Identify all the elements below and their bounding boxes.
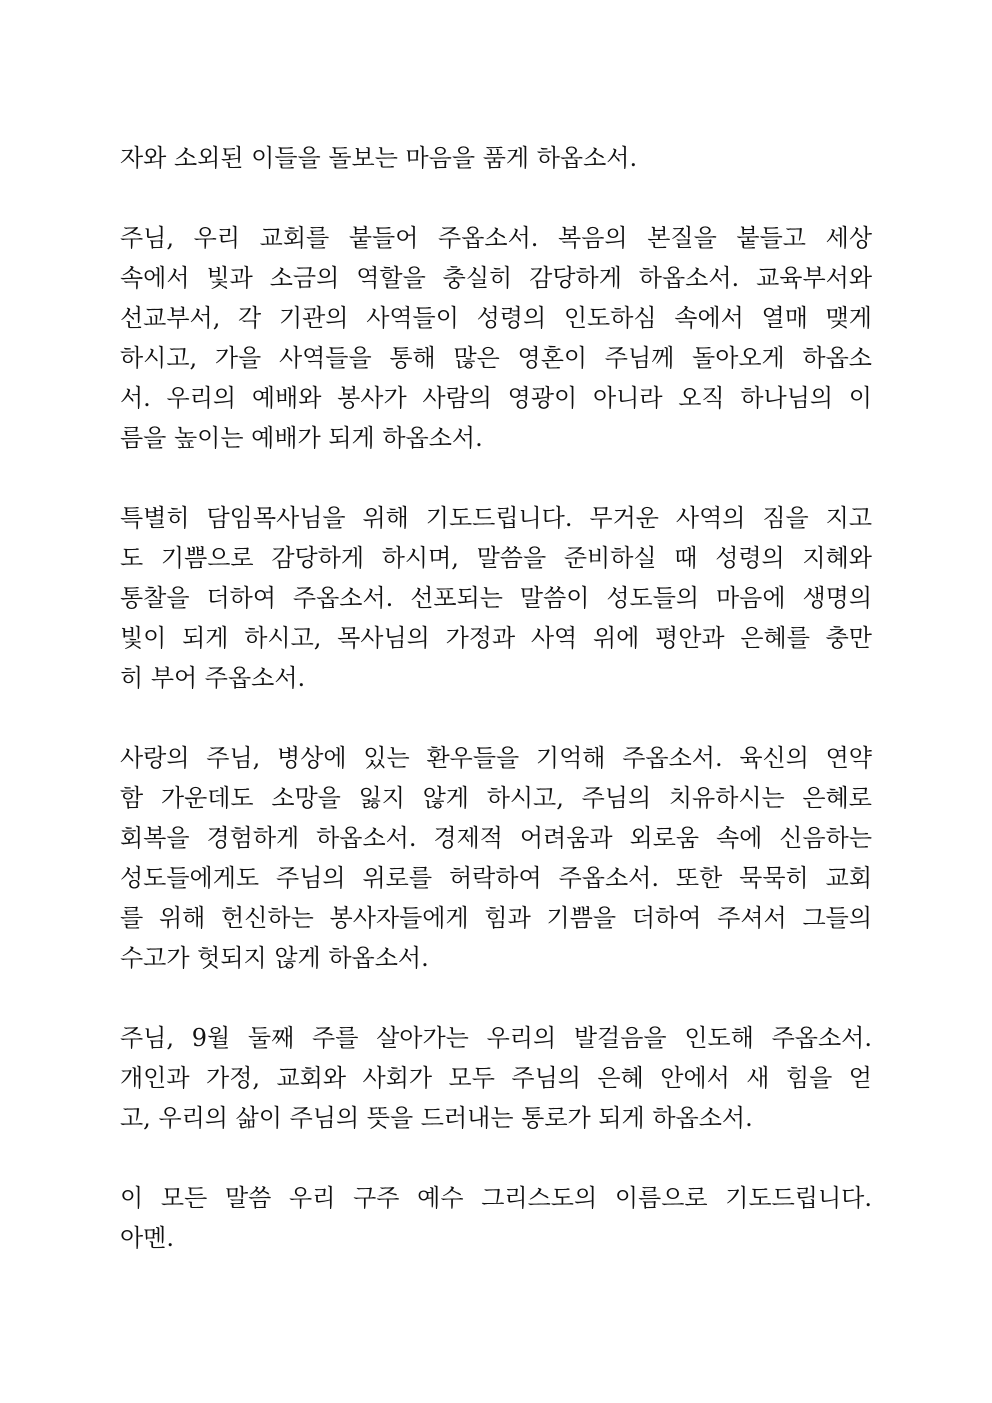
paragraph-line: 속에서 빛과 소금의 역할을 충실히 감당하게 하옵소서. 교육부서와 [120,264,872,292]
paragraph-line: 빛이 되게 하시고, 목사님의 가정과 사역 위에 평안과 은혜를 충만 [120,624,872,652]
paragraph-line: 함 가운데도 소망을 잃지 않게 하시고, 주님의 치유하시는 은혜로 [120,784,872,812]
paragraph-line: 고, 우리의 삶이 주님의 뜻을 드러내는 통로가 되게 하옵소서. [120,1104,753,1132]
paragraph-6 [120,1178,872,1258]
paragraph-line: 를 위해 헌신하는 봉사자들에게 힘과 기쁨을 더하여 주셔서 그들의 [120,904,872,932]
paragraph-line: 주님, 9월 둘째 주를 살아가는 우리의 발걸음을 인도해 주옵소서. [120,1024,872,1052]
paragraph-line: 선교부서, 각 기관의 사역들이 성령의 인도하심 속에서 열매 맺게 [120,304,872,332]
document-body [120,138,872,1298]
paragraph-line: 통찰을 더하여 주옵소서. 선포되는 말씀이 성도들의 마음에 생명의 [120,584,872,612]
paragraph-line: 아멘. [120,1224,174,1252]
paragraph-line: 수고가 헛되지 않게 하옵소서. [120,944,429,972]
paragraph-4 [120,738,872,978]
paragraph-line: 성도들에게도 주님의 위로를 허락하여 주옵소서. 또한 묵묵히 교회 [120,864,872,892]
paragraph-line: 서. 우리의 예배와 봉사가 사람의 영광이 아니라 오직 하나님의 이 [120,384,872,412]
paragraph-line: 개인과 가정, 교회와 사회가 모두 주님의 은혜 안에서 새 힘을 얻 [120,1064,872,1092]
paragraph-1 [120,138,872,178]
paragraph-line: 이 모든 말씀 우리 구주 예수 그리스도의 이름으로 기도드립니다. [120,1184,872,1212]
paragraph-2 [120,218,872,458]
paragraph-line: 회복을 경험하게 하옵소서. 경제적 어려움과 외로움 속에 신음하는 [120,824,872,852]
paragraph-line: 도 기쁨으로 감당하게 하시며, 말씀을 준비하실 때 성령의 지혜와 [120,544,872,572]
paragraph-line: 특별히 담임목사님을 위해 기도드립니다. 무거운 사역의 짐을 지고 [120,504,872,532]
paragraph-line: 하시고, 가을 사역들을 통해 많은 영혼이 주님께 돌아오게 하옵소 [120,344,872,372]
paragraph-line: 자와 소외된 이들을 돌보는 마음을 품게 하옵소서. [120,144,638,172]
paragraph-3 [120,498,872,698]
paragraph-line: 히 부어 주옵소서. [120,664,306,692]
paragraph-5 [120,1018,872,1138]
paragraph-line: 주님, 우리 교회를 붙들어 주옵소서. 복음의 본질을 붙들고 세상 [120,224,872,252]
paragraph-line: 사랑의 주님, 병상에 있는 환우들을 기억해 주옵소서. 육신의 연약 [120,744,872,772]
paragraph-line: 름을 높이는 예배가 되게 하옵소서. [120,424,483,452]
